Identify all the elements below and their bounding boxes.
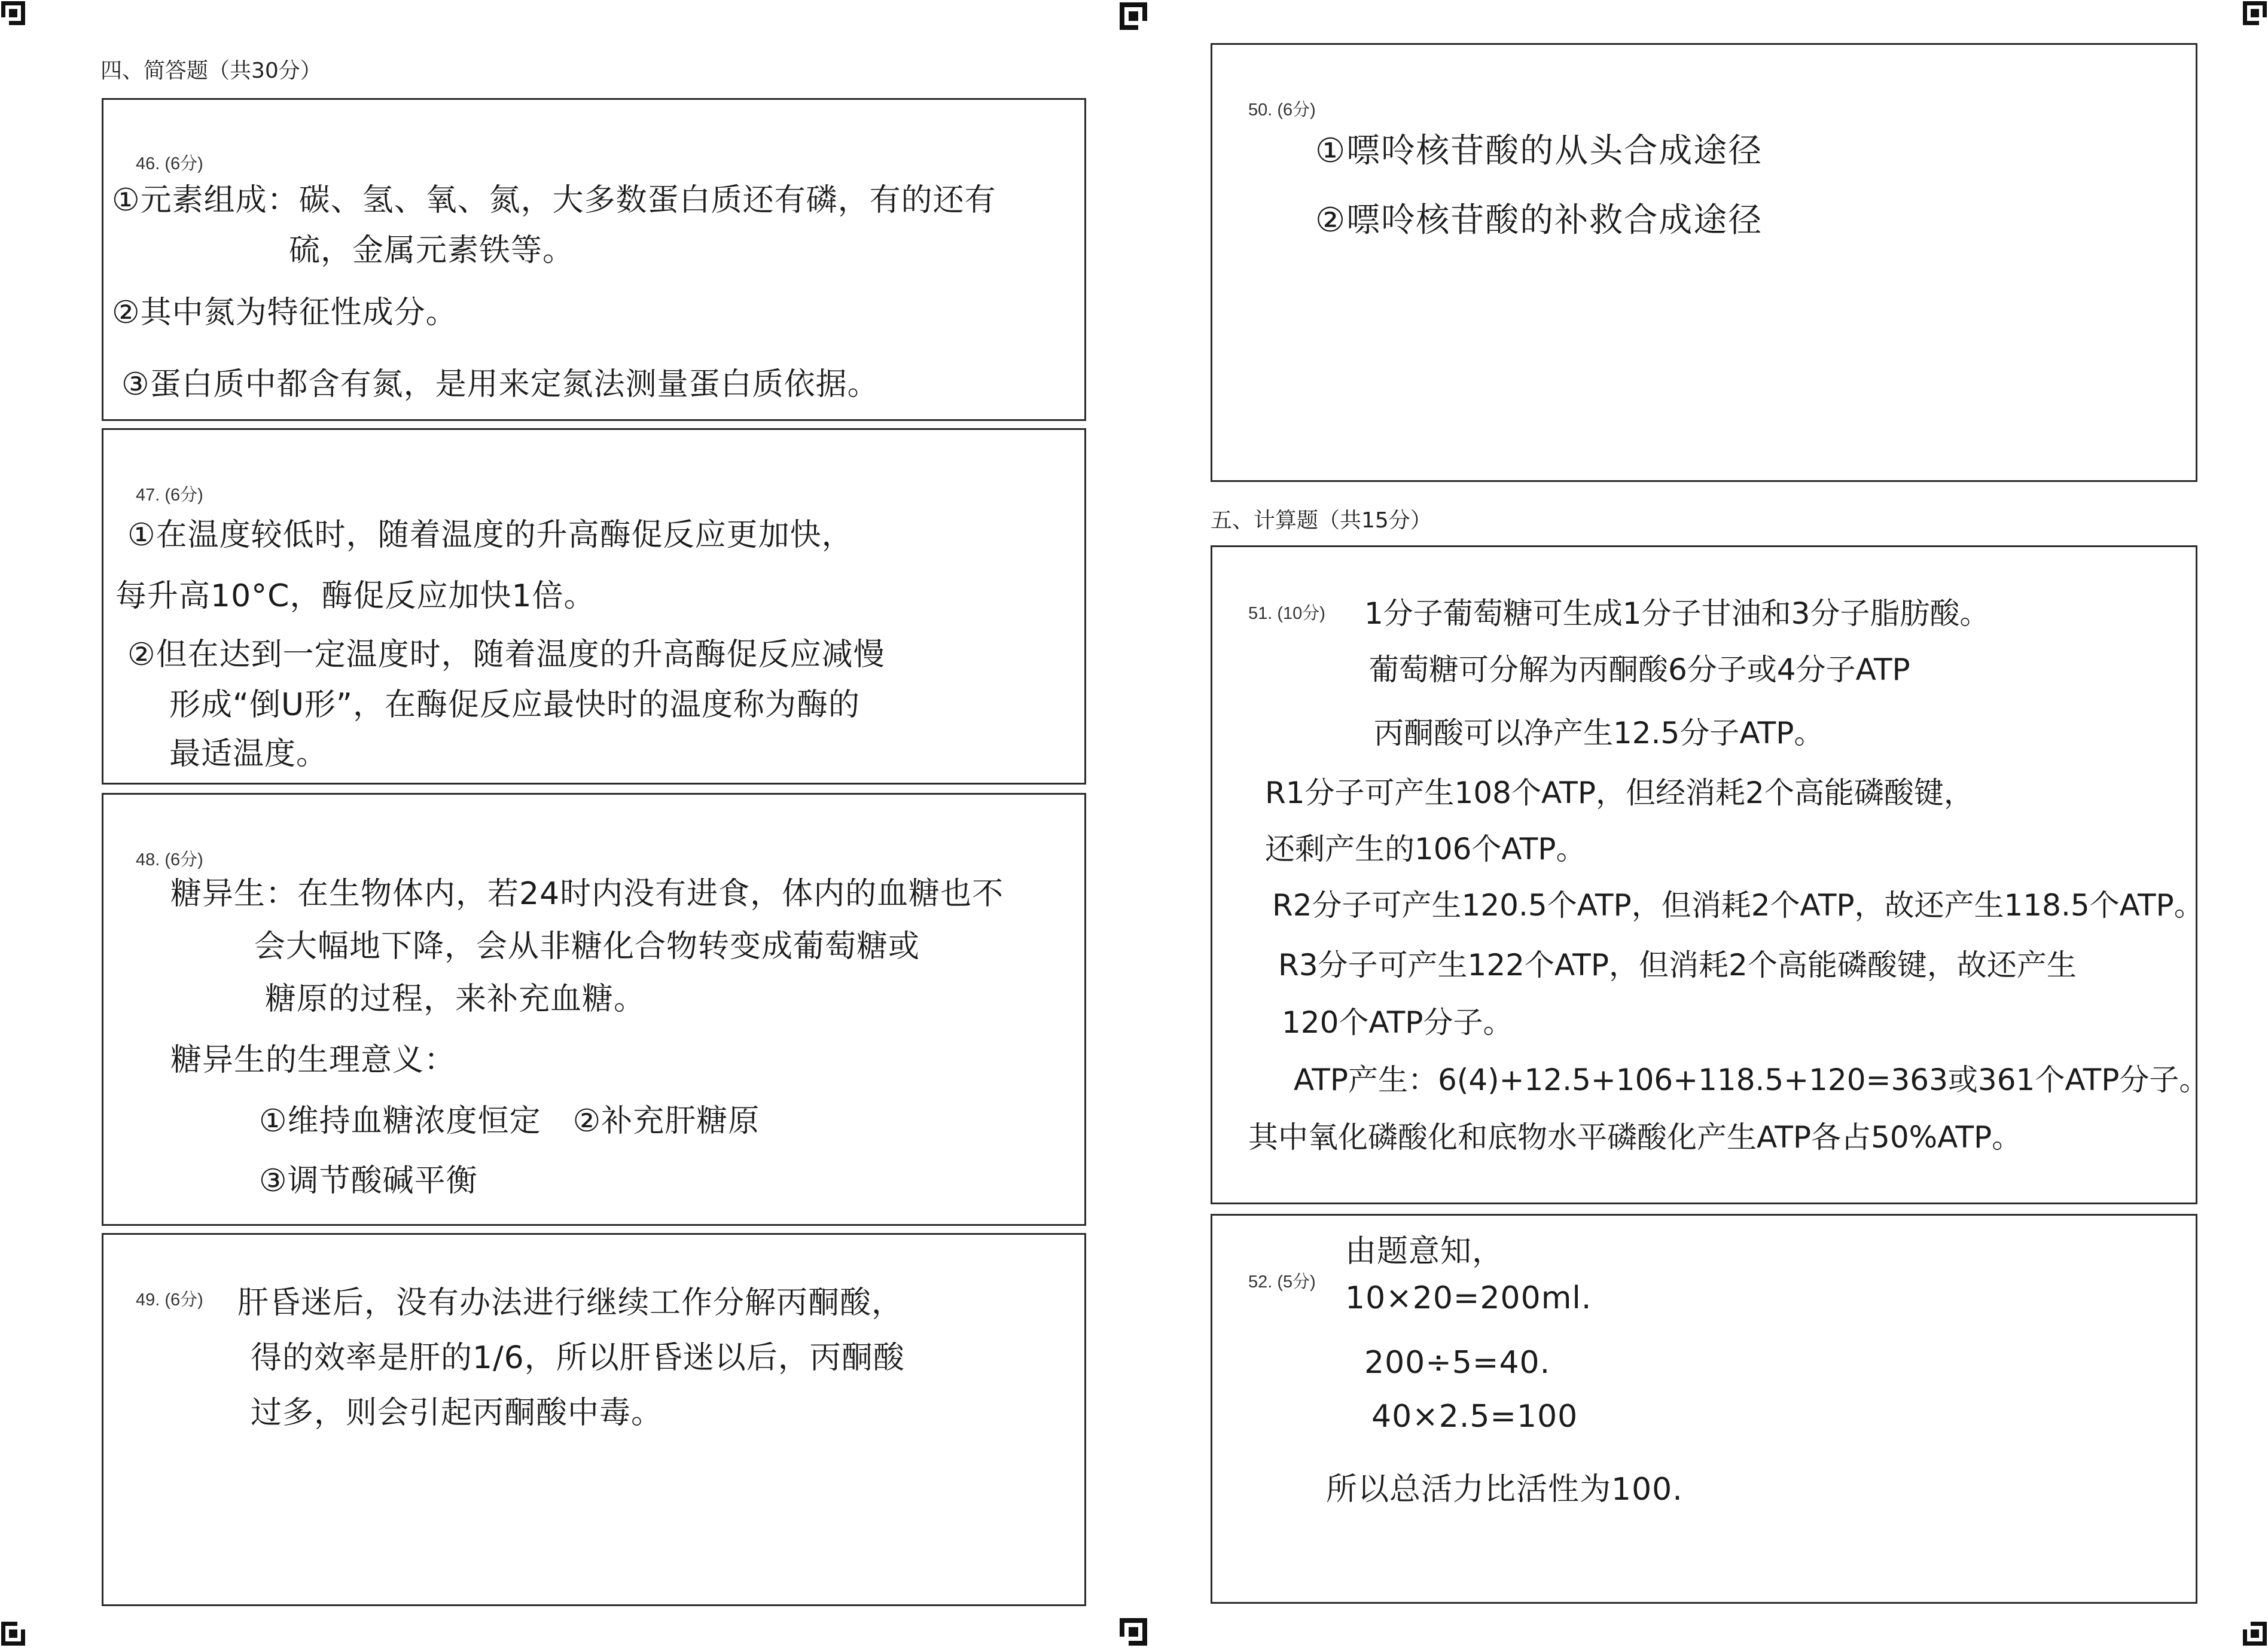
answer-line: 最适温度。 — [169, 736, 328, 772]
answer-line: ①元素组成：碳、氢、氧、氮，大多数蛋白质还有磷，有的还有 — [112, 182, 996, 218]
registration-marker-top-center — [1120, 2, 1147, 30]
answer-line: 葡萄糖可分解为丙酮酸6分子或4分子ATP — [1369, 652, 1910, 687]
answer-line: ①嘌呤核苷酸的从头合成途径 — [1315, 132, 1763, 170]
registration-marker-bottom-center — [1120, 1618, 1147, 1646]
answer-box-q47[interactable] — [102, 428, 1086, 785]
answer-box-q51[interactable] — [1211, 545, 2209, 1204]
answer-line: ①在温度较低时，随着温度的升高酶促反应更加快， — [127, 517, 853, 553]
answer-line: 糖原的过程，来补充血糖。 — [265, 981, 646, 1017]
registration-marker-bottom-right — [2243, 1622, 2267, 1646]
answer-line: 丙酮酸可以净产生12.5分子ATP。 — [1374, 716, 1824, 750]
answer-line: 10×20=200ml. — [1345, 1280, 1592, 1316]
answer-line: 40×2.5=100 — [1371, 1399, 1578, 1435]
question-label: 48. (6分) — [136, 850, 203, 869]
answer-line: 还剩产生的106个ATP。 — [1265, 832, 1586, 866]
answer-line: 糖异生：在生物体内，若24时内没有进食，体内的血糖也不 — [170, 876, 1004, 912]
question-label: 52. (5分) — [1248, 1272, 1316, 1292]
answer-line: 由题意知， — [1345, 1234, 1504, 1269]
registration-marker-top-left — [1, 1, 25, 25]
answer-line: 糖异生的生理意义： — [170, 1042, 456, 1078]
answer-line: 过多，则会引起丙酮酸中毒。 — [251, 1395, 663, 1431]
answer-line: 形成“倒U形”，在酶促反应最快时的温度称为酶的 — [169, 687, 860, 723]
section-title-short-answer: 四、简答题（共30分） — [100, 59, 322, 83]
answer-line: ②其中氮为特征性成分。 — [112, 295, 458, 331]
answer-line: ATP产生：6(4)+12.5+106+118.5+120=363或361个ATP分子。 — [1294, 1063, 2209, 1097]
registration-marker-top-right — [2243, 1, 2267, 25]
answer-line: 其中氧化磷酸化和底物水平磷酸化产生ATP各占50%ATP。 — [1248, 1120, 2022, 1155]
section-title-calculation: 五、计算题（共15分） — [1211, 508, 1432, 533]
registration-marker-bottom-left — [1, 1622, 25, 1646]
answer-line: ②嘌呤核苷酸的补救合成途径 — [1315, 201, 1763, 240]
answer-line: R3分子可产生122个ATP，但消耗2个高能磷酸键，故还产生 — [1278, 948, 2077, 982]
answer-line: ①维持血糖浓度恒定 ②补充肝糖原 — [259, 1103, 760, 1139]
answer-line: 肝昏迷后，没有办法进行继续工作分解丙酮酸， — [237, 1285, 904, 1321]
answer-line: R1分子可产生108个ATP，但经消耗2个高能磷酸键， — [1265, 776, 1974, 810]
answer-line: 每升高10°C，酶促反应加快1倍。 — [115, 578, 596, 614]
answer-line: 硫，金属元素铁等。 — [289, 233, 575, 268]
question-label: 47. (6分) — [136, 486, 203, 505]
answer-line: 200÷5=40. — [1364, 1345, 1551, 1381]
question-label: 50. (6分) — [1248, 100, 1316, 120]
question-label: 49. (6分) — [136, 1290, 203, 1310]
answer-box-q49[interactable] — [102, 1233, 1086, 1606]
answer-box-q46[interactable] — [102, 98, 1086, 421]
answer-box-q48[interactable] — [102, 793, 1086, 1226]
question-label: 46. (6分) — [136, 154, 203, 173]
answer-line: ③蛋白质中都含有氮，是用来定氮法测量蛋白质依据。 — [121, 367, 879, 402]
answer-line: R2分子可产生120.5个ATP，但消耗2个ATP，故还产生118.5个ATP。 — [1272, 888, 2204, 923]
answer-box-q52[interactable] — [1211, 1214, 2197, 1604]
answer-line: 会大幅地下降，会从非糖化合物转变成葡萄糖或 — [254, 929, 920, 965]
answer-line: ③调节酸碱平衡 — [259, 1163, 478, 1199]
answer-line: 1分子葡萄糖可生成1分子甘油和3分子脂肪酸。 — [1364, 596, 1990, 631]
answer-line: 所以总活力比活性为100. — [1326, 1472, 1683, 1507]
answer-line: 得的效率是肝的1/6，所以肝昏迷以后，丙酮酸 — [251, 1340, 905, 1376]
answer-box-q50[interactable] — [1211, 43, 2197, 482]
question-label: 51. (10分) — [1248, 604, 1325, 623]
answer-line: 120个ATP分子。 — [1282, 1005, 1513, 1040]
answer-line: ②但在达到一定温度时，随着温度的升高酶促反应减慢 — [127, 637, 885, 673]
